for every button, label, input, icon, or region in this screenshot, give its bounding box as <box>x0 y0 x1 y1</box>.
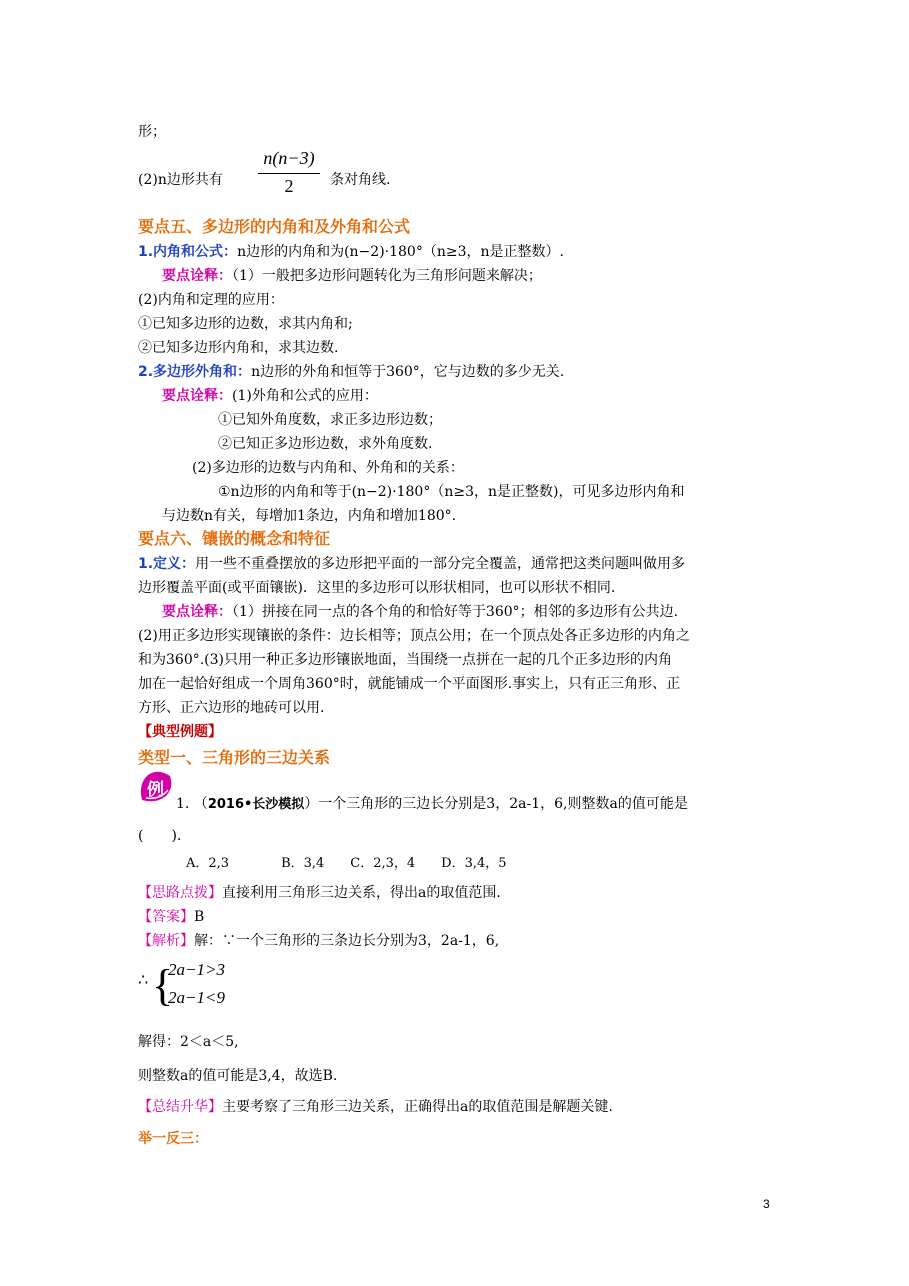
text-line <box>138 907 204 927</box>
fraction-numerator: n(n−3) <box>263 148 315 168</box>
example-badge <box>138 770 174 804</box>
section-heading: 类型一、三角形的三边关系 <box>138 748 331 767</box>
answer-options: A．2,3 B．3,4 C．2,3，4 D．3,4，5 <box>186 856 507 871</box>
term-label: 1.内角和公式： <box>138 244 238 260</box>
fraction-formula <box>258 148 320 197</box>
example-heading: 【典型例题】 <box>138 724 222 740</box>
term-text: n边形的外角和恒等于360°，它与边数的多少无关. <box>251 364 565 380</box>
text-line <box>138 554 685 574</box>
term-text: n边形的内角和为(n−2)·180°（n≥3，n是正整数）. <box>237 244 564 260</box>
inequality-line: 2a−1<9 <box>168 988 225 1007</box>
question-number: 1. （ <box>176 796 208 812</box>
inequality-line: 2a−1>3 <box>168 960 225 979</box>
text-line: ②已知多边形内角和，求其边数. <box>138 340 339 356</box>
text-line <box>138 362 564 382</box>
term-text: 用一些不重叠摆放的多边形把平面的一部分完全覆盖，通常把这类问题叫做用多 <box>195 556 686 572</box>
answer-text: B <box>194 909 205 925</box>
question-line <box>176 794 688 815</box>
text-line: (2)内角和定理的应用： <box>138 292 284 308</box>
fraction-bar <box>258 173 320 174</box>
text-line <box>162 266 542 286</box>
text-line <box>138 883 501 903</box>
answer-label: 【答案】 <box>138 909 194 925</box>
text-line: 边形覆盖平面(或平面镶嵌)．这里的多边形可以形状相同，也可以形状不相同. <box>138 580 616 596</box>
example-badge-label: 例 <box>147 780 164 800</box>
page-number: 3 <box>763 1197 770 1211</box>
solution-label: 【解析】 <box>138 933 194 949</box>
solution-text: 解：∵一个三角形的三条边长分别为3，2a-1，6, <box>194 933 500 949</box>
practice-heading: 举一反三： <box>138 1131 208 1147</box>
text-line <box>138 1097 613 1117</box>
term-label: 2.多边形外角和： <box>138 364 252 380</box>
text-line: 方形、正六边形的地砖可以用. <box>138 700 325 716</box>
text-line: 和为360°.(3)只用一种正多边形镶嵌地面，当围绕一点拼在一起的几个正多边形的内角 <box>138 652 673 668</box>
text-line: 条对角线. <box>330 172 391 188</box>
hint-label: 【思路点拨】 <box>138 885 222 901</box>
question-source: 2016•长沙模拟 <box>207 797 305 812</box>
text-line: (2)n边形共有 <box>138 172 223 188</box>
question-line: ( ). <box>138 828 182 844</box>
note-label: 要点诠释： <box>162 268 232 284</box>
summary-label: 【总结升华】 <box>138 1099 222 1115</box>
fraction-denominator: 2 <box>284 176 294 196</box>
text-line <box>138 931 499 951</box>
text-line: ②已知正多边形边数，求外角度数. <box>218 436 433 452</box>
text-line <box>138 242 564 262</box>
text-line: 与边数n有关，每增加1条边，内角和增加180°. <box>162 508 457 524</box>
text-line: 加在一起恰好组成一个周角360°时，就能铺成一个平面图形.事实上，只有正三角形、正 <box>138 676 681 692</box>
text-line <box>162 602 678 622</box>
text-line: 形； <box>138 124 166 140</box>
text-line: (2)多边形的边数与内角和、外角和的关系： <box>192 460 464 476</box>
question-text: ）一个三角形的三边长分别是3，2a-1，6,则整数a的值可能是 <box>304 796 688 812</box>
therefore-symbol: ∴ <box>138 972 149 989</box>
text-line: ①已知外角度数，求正多边形边数； <box>218 412 442 428</box>
note-text: （1）一般把多边形问题转化为三角形问题来解决； <box>232 268 542 284</box>
section-heading: 要点五、多边形的内角和及外角和公式 <box>138 217 411 236</box>
hint-text: 直接利用三角形三边关系，得出a的取值范围. <box>222 885 501 901</box>
note-label: 要点诠释： <box>162 604 232 620</box>
text-line: ①n边形的内角和等于(n−2)·180°（n≥3，n是正整数)，可见多边形内角和 <box>218 484 685 500</box>
text-line: ①已知多边形的边数，求其内角和; <box>138 316 353 332</box>
note-text: (1)外角和公式的应用： <box>232 388 378 404</box>
text-line: 则整数a的值可能是3,4，故选B. <box>138 1068 338 1084</box>
text-line: (2)用正多边形实现镶嵌的条件：边长相等；顶点公用；在一个顶点处各正多边形的内角之 <box>138 628 690 644</box>
term-label: 1.定义： <box>138 556 196 572</box>
section-heading: 要点六、镶嵌的概念和特征 <box>138 529 331 548</box>
text-line <box>162 386 378 406</box>
note-text: （1）拼接在同一点的各个角的和恰好等于360°；相邻的多边形有公共边. <box>232 604 679 620</box>
brace-symbol: { <box>152 961 174 1010</box>
summary-text: 主要考察了三角形三边关系，正确得出a的取值范围是解题关键. <box>222 1099 613 1115</box>
note-label: 要点诠释： <box>162 388 232 404</box>
text-line: 解得：2＜a＜5, <box>138 1034 239 1050</box>
